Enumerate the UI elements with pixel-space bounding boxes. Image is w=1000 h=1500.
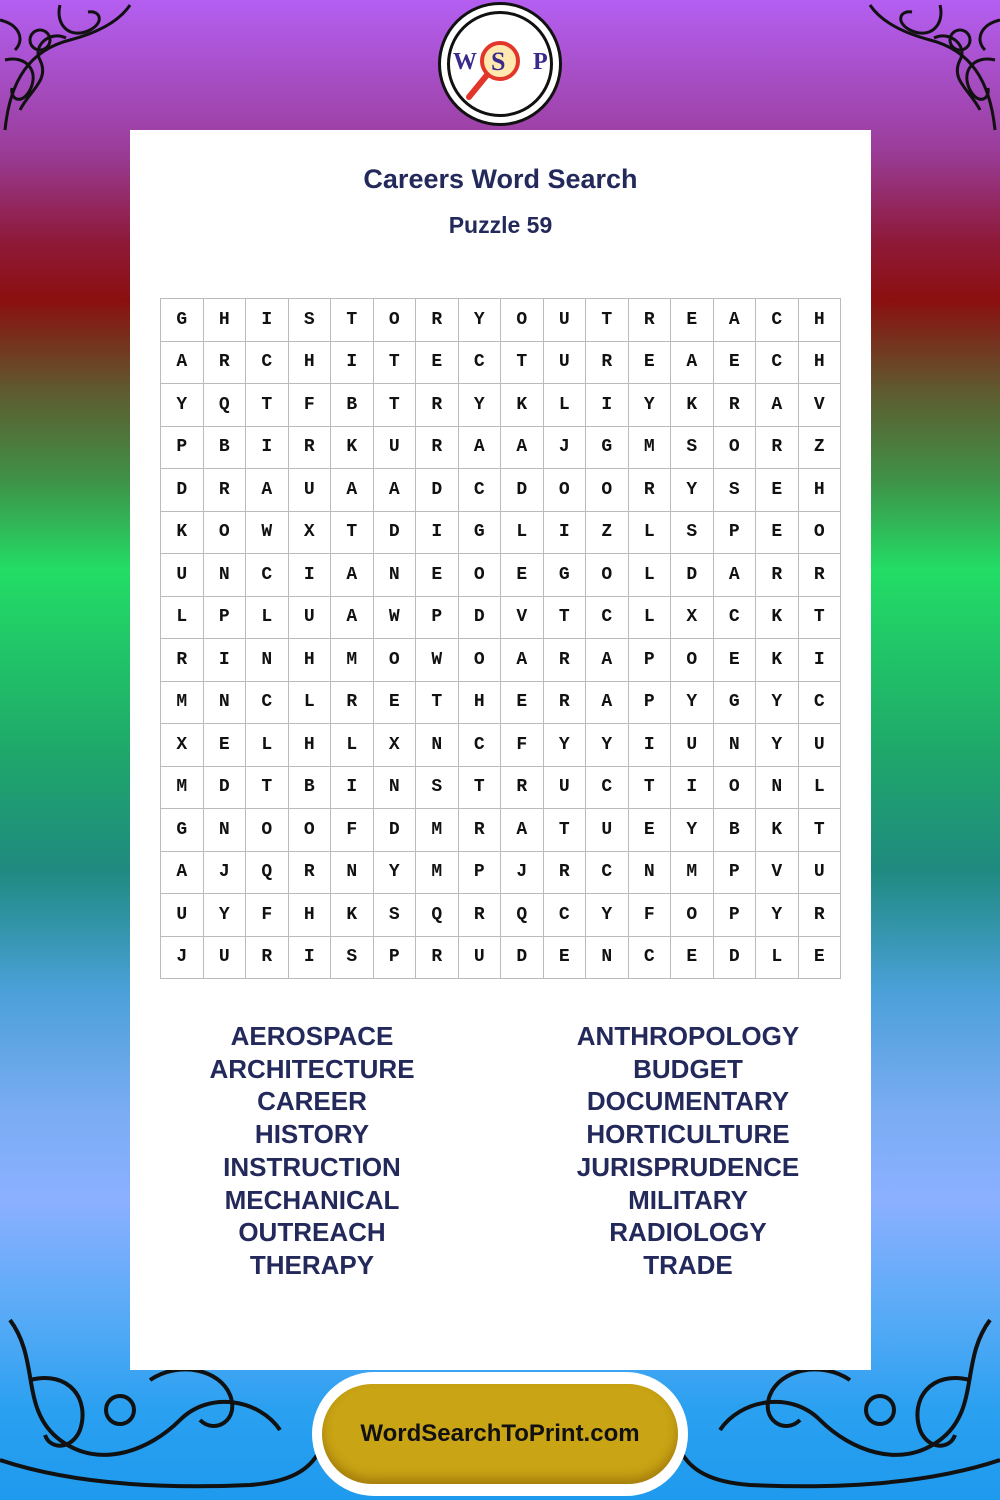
grid-cell[interactable]: N (416, 724, 459, 767)
grid-cell[interactable]: C (629, 937, 672, 980)
grid-cell[interactable]: H (799, 469, 842, 512)
grid-cell[interactable]: Y (756, 724, 799, 767)
grid-cell[interactable]: Q (416, 894, 459, 937)
puzzle-number: Puzzle 59 (448, 212, 553, 238)
grid-cell[interactable]: O (799, 512, 842, 555)
grid-cell[interactable]: U (374, 427, 417, 470)
grid-cell[interactable]: A (671, 342, 714, 385)
grid-cell[interactable]: E (756, 512, 799, 555)
word-list-item: RADIOLOGY (609, 1217, 767, 1248)
grid-cell[interactable]: N (756, 767, 799, 810)
grid-cell[interactable]: A (331, 597, 374, 640)
grid-cell[interactable]: C (586, 597, 629, 640)
grid-cell[interactable]: C (586, 767, 629, 810)
grid-cell[interactable]: E (416, 342, 459, 385)
grid-cell[interactable]: I (289, 937, 332, 980)
grid-cell[interactable]: O (671, 894, 714, 937)
grid-cell[interactable]: E (714, 639, 757, 682)
grid-cell[interactable]: O (671, 639, 714, 682)
grid-cell[interactable]: J (501, 852, 544, 895)
grid-cell[interactable]: I (671, 767, 714, 810)
grid-cell[interactable]: O (374, 639, 417, 682)
grid-cell[interactable]: K (161, 512, 204, 555)
grid-cell[interactable]: P (459, 852, 502, 895)
grid-cell[interactable]: S (416, 767, 459, 810)
grid-cell[interactable]: O (246, 809, 289, 852)
grid-cell[interactable]: D (416, 469, 459, 512)
grid-cell[interactable]: N (204, 682, 247, 725)
grid-cell[interactable]: J (161, 937, 204, 980)
grid-cell[interactable]: I (331, 767, 374, 810)
grid-cell[interactable]: R (586, 342, 629, 385)
word-list-item: OUTREACH (238, 1217, 386, 1248)
corner-ornament-icon (860, 0, 1000, 140)
grid-cell[interactable]: Y (459, 299, 502, 342)
grid-cell[interactable]: I (799, 639, 842, 682)
grid-cell[interactable]: B (331, 384, 374, 427)
grid-cell[interactable]: L (501, 512, 544, 555)
grid-cell[interactable]: T (501, 342, 544, 385)
grid-cell[interactable]: Y (586, 894, 629, 937)
word-list-item: BUDGET (633, 1053, 743, 1084)
grid-cell[interactable]: N (331, 852, 374, 895)
grid-cell[interactable]: S (289, 299, 332, 342)
grid-cell[interactable]: W (374, 597, 417, 640)
grid-cell[interactable]: D (161, 469, 204, 512)
grid-cell[interactable]: E (629, 809, 672, 852)
grid-cell[interactable]: U (289, 597, 332, 640)
grid-cell[interactable]: N (714, 724, 757, 767)
grid-cell[interactable]: U (799, 724, 842, 767)
grid-cell[interactable]: C (544, 894, 587, 937)
grid-cell[interactable]: I (331, 342, 374, 385)
grid-cell[interactable]: A (501, 427, 544, 470)
grid-cell[interactable]: L (629, 597, 672, 640)
grid-cell[interactable]: A (501, 639, 544, 682)
grid-cell[interactable]: T (544, 597, 587, 640)
grid-cell[interactable]: H (459, 682, 502, 725)
word-list-item: THERAPY (249, 1249, 375, 1280)
grid-cell[interactable]: Y (204, 894, 247, 937)
grid-cell[interactable]: L (289, 682, 332, 725)
grid-cell[interactable]: S (714, 469, 757, 512)
grid-cell[interactable]: A (374, 469, 417, 512)
grid-cell[interactable]: P (714, 512, 757, 555)
grid-cell[interactable]: S (671, 427, 714, 470)
grid-cell[interactable]: P (714, 894, 757, 937)
grid-cell[interactable]: A (756, 384, 799, 427)
grid-cell[interactable]: Q (204, 384, 247, 427)
grid-cell[interactable]: H (289, 342, 332, 385)
grid-cell[interactable]: R (204, 469, 247, 512)
grid-cell[interactable]: Z (799, 427, 842, 470)
grid-cell[interactable]: R (544, 682, 587, 725)
grid-cell[interactable]: E (501, 554, 544, 597)
grid-cell[interactable]: I (629, 724, 672, 767)
grid-cell[interactable]: N (246, 639, 289, 682)
grid-cell[interactable]: E (416, 554, 459, 597)
grid-cell[interactable]: W (416, 639, 459, 682)
grid-cell[interactable]: K (671, 384, 714, 427)
grid-cell[interactable]: V (799, 384, 842, 427)
grid-cell[interactable]: R (714, 384, 757, 427)
logo-letter-s: S (491, 47, 506, 76)
grid-cell[interactable]: C (246, 682, 289, 725)
grid-cell[interactable]: U (161, 554, 204, 597)
grid-cell[interactable]: I (544, 512, 587, 555)
grid-cell[interactable]: P (629, 682, 672, 725)
grid-cell[interactable]: A (331, 554, 374, 597)
grid-cell[interactable]: T (416, 682, 459, 725)
grid-cell[interactable]: R (331, 682, 374, 725)
grid-cell[interactable]: J (204, 852, 247, 895)
grid-cell[interactable]: T (331, 512, 374, 555)
grid-cell[interactable]: Q (246, 852, 289, 895)
grid-cell[interactable]: F (331, 809, 374, 852)
grid-cell[interactable]: C (459, 469, 502, 512)
word-list-item: HISTORY (254, 1119, 370, 1150)
grid-cell[interactable]: L (544, 384, 587, 427)
grid-cell[interactable]: R (544, 639, 587, 682)
grid-cell[interactable]: S (671, 512, 714, 555)
grid-cell[interactable]: R (756, 427, 799, 470)
grid-cell[interactable]: T (374, 342, 417, 385)
grid-cell[interactable]: T (459, 767, 502, 810)
grid-cell[interactable]: J (544, 427, 587, 470)
grid-cell[interactable]: E (799, 937, 842, 980)
grid-cell[interactable]: G (544, 554, 587, 597)
grid-cell[interactable]: E (374, 682, 417, 725)
page-title: Careers Word Search (363, 164, 638, 194)
grid-cell[interactable]: U (459, 937, 502, 980)
grid-cell[interactable]: H (289, 894, 332, 937)
grid-cell[interactable]: L (629, 512, 672, 555)
grid-cell[interactable]: P (416, 597, 459, 640)
grid-cell[interactable]: H (289, 724, 332, 767)
grid-cell[interactable]: Z (586, 512, 629, 555)
grid-cell[interactable]: P (374, 937, 417, 980)
grid-cell[interactable]: U (161, 894, 204, 937)
grid-cell[interactable]: Y (586, 724, 629, 767)
grid-cell[interactable]: F (246, 894, 289, 937)
grid-cell[interactable]: C (586, 852, 629, 895)
grid-cell[interactable]: O (204, 512, 247, 555)
grid-cell[interactable]: X (671, 597, 714, 640)
footer-text: WordSearchToPrint.com (360, 1420, 640, 1447)
grid-cell[interactable]: K (501, 384, 544, 427)
grid-cell[interactable]: I (204, 639, 247, 682)
grid-cell[interactable]: Y (671, 809, 714, 852)
grid-cell[interactable]: C (246, 342, 289, 385)
grid-cell[interactable]: N (374, 767, 417, 810)
grid-cell[interactable]: M (671, 852, 714, 895)
grid-cell[interactable]: T (331, 299, 374, 342)
grid-cell[interactable]: O (586, 469, 629, 512)
grid-cell[interactable]: C (459, 724, 502, 767)
grid-cell[interactable]: H (799, 342, 842, 385)
wsp-logo (438, 2, 562, 126)
grid-cell[interactable]: R (204, 342, 247, 385)
grid-cell[interactable]: L (331, 724, 374, 767)
grid-cell[interactable]: A (714, 299, 757, 342)
grid-cell[interactable]: B (289, 767, 332, 810)
grid-cell[interactable]: T (629, 767, 672, 810)
grid-cell[interactable]: Y (629, 384, 672, 427)
grid-cell[interactable]: N (204, 554, 247, 597)
grid-cell[interactable]: G (714, 682, 757, 725)
grid-cell[interactable]: R (246, 937, 289, 980)
grid-cell[interactable]: L (629, 554, 672, 597)
grid-cell[interactable]: P (714, 852, 757, 895)
word-list-item: MECHANICAL (224, 1184, 400, 1215)
grid-cell[interactable]: D (204, 767, 247, 810)
word-list-item: TRADE (643, 1249, 733, 1280)
grid-cell[interactable]: F (289, 384, 332, 427)
grid-cell[interactable]: O (544, 469, 587, 512)
grid-cell[interactable]: P (161, 427, 204, 470)
grid-cell[interactable]: G (586, 427, 629, 470)
grid-cell[interactable]: I (246, 299, 289, 342)
grid-cell[interactable]: D (671, 554, 714, 597)
grid-cell[interactable]: T (799, 597, 842, 640)
grid-cell[interactable]: L (161, 597, 204, 640)
grid-cell[interactable]: A (459, 427, 502, 470)
word-list-item: CAREER (257, 1086, 367, 1117)
grid-cell[interactable]: I (416, 512, 459, 555)
grid-cell[interactable]: R (161, 639, 204, 682)
grid-cell[interactable]: H (799, 299, 842, 342)
grid-cell[interactable]: Y (544, 724, 587, 767)
grid-cell[interactable]: Y (374, 852, 417, 895)
grid-cell[interactable]: D (714, 937, 757, 980)
grid-cell[interactable]: A (161, 852, 204, 895)
grid-cell[interactable]: C (756, 299, 799, 342)
grid-cell[interactable]: D (501, 469, 544, 512)
grid-cell[interactable]: O (714, 767, 757, 810)
grid-cell[interactable]: F (629, 894, 672, 937)
grid-cell[interactable]: K (756, 809, 799, 852)
grid-cell[interactable]: M (416, 809, 459, 852)
grid-cell[interactable]: U (544, 767, 587, 810)
grid-cell[interactable]: N (586, 937, 629, 980)
grid-cell[interactable]: S (374, 894, 417, 937)
grid-cell[interactable]: G (161, 809, 204, 852)
grid-cell[interactable]: D (374, 809, 417, 852)
grid-cell[interactable]: W (246, 512, 289, 555)
grid-cell[interactable]: T (246, 384, 289, 427)
grid-cell[interactable]: Y (671, 682, 714, 725)
grid-cell[interactable]: E (756, 469, 799, 512)
grid-cell[interactable]: Y (756, 682, 799, 725)
grid-cell[interactable]: R (459, 809, 502, 852)
grid-cell[interactable]: P (204, 597, 247, 640)
grid-cell[interactable]: O (714, 427, 757, 470)
grid-cell[interactable]: M (161, 767, 204, 810)
grid-cell[interactable]: N (629, 852, 672, 895)
grid-cell[interactable]: R (544, 852, 587, 895)
grid-cell[interactable]: O (289, 809, 332, 852)
grid-cell[interactable]: Y (161, 384, 204, 427)
grid-cell[interactable]: X (161, 724, 204, 767)
grid-cell[interactable]: R (799, 554, 842, 597)
grid-cell[interactable]: R (416, 299, 459, 342)
grid-cell[interactable]: C (799, 682, 842, 725)
grid-cell[interactable]: R (416, 937, 459, 980)
grid-cell[interactable]: H (289, 639, 332, 682)
grid-cell[interactable]: R (416, 427, 459, 470)
grid-cell[interactable]: U (204, 937, 247, 980)
grid-cell[interactable]: Y (459, 384, 502, 427)
word-list-item: JURISPRUDENCE (576, 1151, 800, 1182)
grid-cell[interactable]: A (586, 639, 629, 682)
grid-cell[interactable]: O (459, 554, 502, 597)
grid-cell[interactable]: Y (756, 894, 799, 937)
footer-link[interactable] (322, 1384, 678, 1484)
grid-cell[interactable]: A (586, 682, 629, 725)
grid-cell[interactable]: O (459, 639, 502, 682)
word-list-right (503, 1020, 873, 1282)
grid-cell[interactable]: R (756, 554, 799, 597)
grid-cell[interactable]: X (374, 724, 417, 767)
grid-cell[interactable]: E (204, 724, 247, 767)
grid-cell[interactable]: C (714, 597, 757, 640)
word-list-item: DOCUMENTARY (586, 1086, 790, 1117)
grid-cell[interactable]: S (331, 937, 374, 980)
grid-cell[interactable]: O (501, 299, 544, 342)
grid-cell[interactable]: K (756, 597, 799, 640)
grid-cell[interactable]: I (246, 427, 289, 470)
grid-cell[interactable]: Q (501, 894, 544, 937)
grid-cell[interactable]: E (544, 937, 587, 980)
grid-cell[interactable]: V (501, 597, 544, 640)
grid-cell[interactable]: T (544, 809, 587, 852)
grid-cell[interactable]: B (714, 809, 757, 852)
grid-cell[interactable]: T (799, 809, 842, 852)
grid-cell[interactable]: T (586, 299, 629, 342)
word-list-item: ARCHITECTURE (209, 1053, 415, 1084)
grid-cell[interactable]: A (714, 554, 757, 597)
grid-cell[interactable]: K (331, 427, 374, 470)
grid-cell[interactable]: R (289, 852, 332, 895)
puzzle-panel (130, 130, 871, 1370)
grid-cell[interactable]: G (459, 512, 502, 555)
grid-cell[interactable]: Y (671, 469, 714, 512)
grid-cell[interactable]: R (416, 384, 459, 427)
grid-cell[interactable]: U (586, 809, 629, 852)
grid-cell[interactable]: L (799, 767, 842, 810)
word-list-item: AEROSPACE (230, 1021, 394, 1051)
grid-cell[interactable]: U (799, 852, 842, 895)
grid-cell[interactable]: E (714, 342, 757, 385)
grid-cell[interactable]: R (289, 427, 332, 470)
grid-cell[interactable]: L (756, 937, 799, 980)
grid-cell[interactable]: E (671, 299, 714, 342)
grid-cell[interactable]: M (161, 682, 204, 725)
grid-cell[interactable]: U (544, 342, 587, 385)
word-list-left (127, 1020, 497, 1282)
grid-cell[interactable]: A (501, 809, 544, 852)
grid-cell[interactable]: M (629, 427, 672, 470)
grid-cell[interactable]: P (629, 639, 672, 682)
grid-cell[interactable]: R (459, 894, 502, 937)
logo-letter-p: P (533, 49, 548, 75)
grid-cell[interactable]: R (799, 894, 842, 937)
grid-cell[interactable]: K (331, 894, 374, 937)
corner-ornament-icon (0, 0, 140, 140)
grid-cell[interactable]: R (629, 299, 672, 342)
grid-cell[interactable]: E (629, 342, 672, 385)
grid-cell[interactable]: M (331, 639, 374, 682)
word-list-item: INSTRUCTION (223, 1151, 401, 1182)
letter-grid (160, 298, 841, 979)
grid-cell[interactable]: U (544, 299, 587, 342)
footer-badge (312, 1372, 688, 1496)
grid-cell[interactable]: K (756, 639, 799, 682)
grid-cell[interactable]: L (246, 597, 289, 640)
word-list-item: MILITARY (628, 1184, 748, 1215)
grid-cell[interactable]: C (459, 342, 502, 385)
grid-cell[interactable]: V (756, 852, 799, 895)
grid-cell[interactable]: R (629, 469, 672, 512)
grid-cell[interactable]: D (374, 512, 417, 555)
grid-cell[interactable]: C (246, 554, 289, 597)
grid-cell[interactable]: N (204, 809, 247, 852)
grid-cell[interactable]: T (246, 767, 289, 810)
grid-cell[interactable]: I (289, 554, 332, 597)
grid-cell[interactable]: C (756, 342, 799, 385)
grid-cell[interactable]: I (586, 384, 629, 427)
grid-cell[interactable]: X (289, 512, 332, 555)
grid-cell[interactable]: O (586, 554, 629, 597)
grid-cell[interactable]: O (374, 299, 417, 342)
grid-cell[interactable]: D (501, 937, 544, 980)
grid-cell[interactable]: T (374, 384, 417, 427)
grid-cell[interactable]: B (204, 427, 247, 470)
grid-cell[interactable]: N (374, 554, 417, 597)
grid-cell[interactable]: R (501, 767, 544, 810)
grid-cell[interactable]: U (289, 469, 332, 512)
grid-cell[interactable]: A (331, 469, 374, 512)
grid-cell[interactable]: M (416, 852, 459, 895)
grid-cell[interactable]: G (161, 299, 204, 342)
grid-cell[interactable]: E (501, 682, 544, 725)
grid-cell[interactable]: F (501, 724, 544, 767)
grid-cell[interactable]: D (459, 597, 502, 640)
grid-cell[interactable]: A (161, 342, 204, 385)
grid-cell[interactable]: H (204, 299, 247, 342)
word-list-item: HORTICULTURE (586, 1119, 790, 1150)
grid-cell[interactable]: A (246, 469, 289, 512)
logo-letter-w: W (453, 49, 477, 75)
grid-cell[interactable]: E (671, 937, 714, 980)
grid-cell[interactable]: L (246, 724, 289, 767)
grid-cell[interactable]: U (671, 724, 714, 767)
word-list-item: ANTHROPOLOGY (576, 1021, 800, 1051)
